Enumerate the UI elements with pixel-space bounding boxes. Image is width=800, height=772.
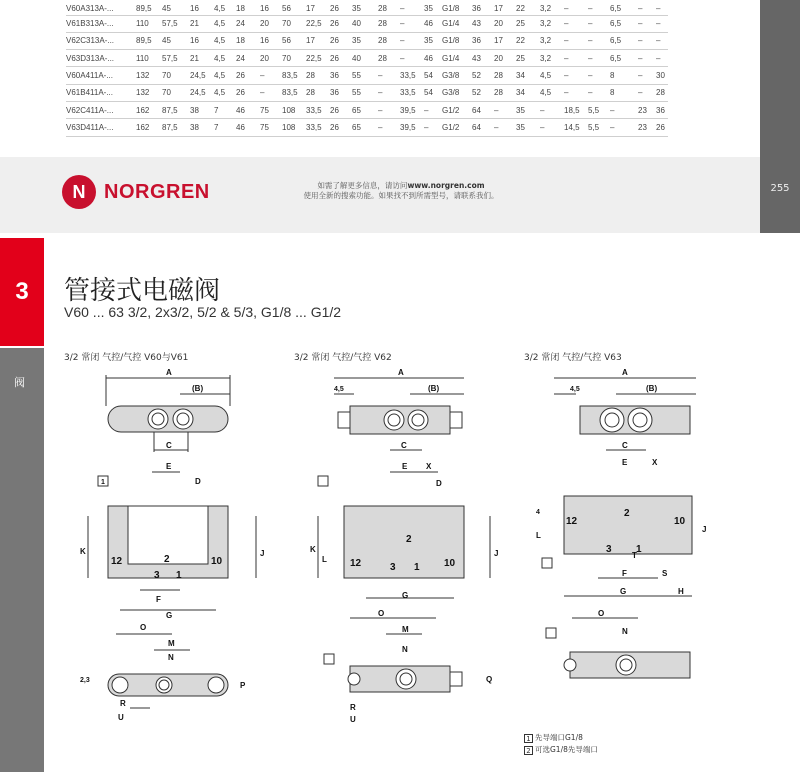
table-cell: – [564,84,588,101]
dim-d: D [195,477,201,486]
legend-item-2 [524,744,598,756]
table-cell: – [638,84,656,101]
table-cell-model: V60A313A-... [66,2,136,15]
table-cell: – [588,67,610,84]
table-cell: 6,5 [610,50,638,67]
table-cell: 36 [472,32,494,49]
drawing-v63 [536,366,708,706]
table-cell: 39,5 [400,119,424,136]
table-cell: G1/4 [442,15,472,32]
dim-o: O [598,609,605,618]
table-cell: 38 [190,119,214,136]
dim-b: (B) [428,384,440,393]
table-cell-model: V62C411A-... [66,101,136,118]
dim-s: S [662,569,668,578]
table-cell: 38 [190,101,214,118]
table-cell: 17 [494,2,516,15]
table-cell: 26 [330,32,352,49]
norgren-logo-icon: N [62,175,96,209]
table-cell: G1/4 [442,50,472,67]
table-cell: – [564,50,588,67]
current-page [0,238,800,772]
dim-45: 4,5 [570,386,580,393]
table-cell: 17 [306,32,330,49]
table-cell-model: V61B313A-... [66,15,136,32]
table-cell: 28 [378,15,400,32]
table-cell: 17 [306,2,330,15]
page-title: 管接式电磁阀 [64,276,221,306]
table-cell: 45 [162,2,190,15]
dim-j: J [494,549,499,558]
table-cell: 36 [330,84,352,101]
table-cell: 33,5 [306,101,330,118]
dim-j: J [260,549,265,558]
table-cell: 20 [494,15,516,32]
table-cell: 46 [236,101,260,118]
port-10: 10 [674,516,686,527]
table-cell: 35 [424,2,442,15]
table-cell: 132 [136,84,162,101]
table-cell: 35 [352,32,378,49]
table-cell: 3,2 [540,50,564,67]
table-cell: 3,2 [540,15,564,32]
table-cell: 26 [236,84,260,101]
dim-l: L [322,555,327,564]
table-cell: – [540,101,564,118]
previous-page [0,0,800,233]
table-cell: 108 [282,119,306,136]
port-2: 2 [624,508,630,519]
dim-45: 4,5 [334,386,344,393]
table-cell: – [400,2,424,15]
table-cell: 7 [214,101,236,118]
table-cell: 43 [472,50,494,67]
table-cell: 64 [472,119,494,136]
table-cell: – [638,67,656,84]
footer-info-line1: 如需了解更多信息，请访问 [317,181,408,190]
table-cell: 46 [236,119,260,136]
table-cell: 26 [656,119,668,136]
table-cell: – [564,2,588,15]
dim-u: U [118,713,124,722]
chapter-tab[interactable]: 3 [0,238,44,346]
table-cell: 24,5 [190,84,214,101]
table-cell: 26 [330,50,352,67]
table-cell: 55 [352,84,378,101]
port-10: 10 [211,556,223,567]
drawing-v62 [310,366,520,726]
table-cell: 108 [282,101,306,118]
footer-info [296,181,506,201]
table-cell: – [540,119,564,136]
table-cell: 28 [494,84,516,101]
table-cell: 18 [236,32,260,49]
table-cell-model: V62C313A-... [66,32,136,49]
table-cell: 20 [494,50,516,67]
page-edge-band [760,0,800,233]
table-cell: 26 [330,15,352,32]
dim-k: K [80,547,86,556]
port-3: 3 [606,544,612,555]
table-cell: 22 [516,32,540,49]
table-cell: 35 [352,2,378,15]
drawing-v60-v61-bottom [80,706,200,726]
table-cell: 28 [494,67,516,84]
table-cell: 6,5 [610,15,638,32]
table-cell: – [400,32,424,49]
table-cell: 20 [260,50,282,67]
dim-u: U [350,715,356,724]
table-cell: 30 [656,67,668,84]
table-cell: 4,5 [214,32,236,49]
table-cell: 54 [424,84,442,101]
table-cell: 83,5 [282,84,306,101]
table-cell: 33,5 [400,67,424,84]
diagram-label-v60-v61: 3/2 常闭 气控/气控 V60与V61 [64,353,189,363]
diagram-label-v63: 3/2 常闭 气控/气控 V63 [524,353,622,363]
table-cell: – [260,84,282,101]
port-1: 1 [176,570,182,581]
table-row [66,84,668,101]
table-row [66,15,668,32]
table-cell: 33,5 [400,84,424,101]
table-cell: 17 [494,32,516,49]
table-cell: 5,5 [588,101,610,118]
table-cell: 28 [378,50,400,67]
table-cell: 22,5 [306,50,330,67]
dim-4: 4 [536,509,540,516]
table-cell: 87,5 [162,101,190,118]
table-cell: – [378,84,400,101]
table-cell: G3/8 [442,67,472,84]
table-cell: 18 [236,2,260,15]
table-cell: G1/2 [442,101,472,118]
table-cell: 64 [472,101,494,118]
table-cell: 45 [162,32,190,49]
dim-k: K [310,545,316,554]
dim-a: A [398,368,404,377]
port-1: 1 [636,544,642,555]
table-cell: 36 [330,67,352,84]
legend-text-1: 先导端口G1/8 [535,733,583,742]
table-cell: 7 [214,119,236,136]
table-cell: 26 [330,101,352,118]
dim-x: X [652,458,658,467]
table-cell: 22 [516,2,540,15]
table-cell: – [656,32,668,49]
table-row [66,2,668,15]
table-cell: 25 [516,50,540,67]
port-12: 12 [350,558,362,569]
table-cell: 70 [162,84,190,101]
table-cell: G3/8 [442,84,472,101]
port-2: 2 [406,534,412,545]
table-cell: – [378,101,400,118]
table-cell-model: V61B411A-... [66,84,136,101]
dim-c: C [401,441,407,450]
dim-m: M [402,625,409,634]
dim-n: N [402,645,408,654]
footer-info-line2: 使用全新的搜索功能。如果找不到所需型号，请联系我们。 [303,191,499,200]
dim-e: E [402,462,408,471]
table-cell: – [494,101,516,118]
table-cell: 25 [516,15,540,32]
table-cell-model: V63D411A-... [66,119,136,136]
table-cell: 75 [260,101,282,118]
port-10: 10 [444,558,456,569]
table-cell: 54 [424,67,442,84]
table-cell: 4,5 [214,67,236,84]
table-cell: 3,2 [540,2,564,15]
table-cell: 21 [190,50,214,67]
dim-f: F [622,569,627,578]
diagram-label-v62: 3/2 常闭 气控/气控 V62 [294,353,392,363]
legend [524,732,598,756]
table-cell: 56 [282,32,306,49]
dim-m: M [168,639,175,648]
dim-g: G [402,591,409,600]
dim-r: R [120,699,126,706]
table-cell: 35 [424,32,442,49]
table-cell: 28 [378,2,400,15]
table-cell: 55 [352,67,378,84]
table-cell: 3,2 [540,32,564,49]
table-cell: 46 [424,50,442,67]
table-cell: 65 [352,101,378,118]
dim-p: P [240,681,246,690]
table-cell: – [588,2,610,15]
table-cell: 23 [638,119,656,136]
port-12: 12 [566,516,578,527]
dim-o: O [378,609,385,618]
table-cell: 70 [282,50,306,67]
table-cell: 24 [236,50,260,67]
table-cell: – [588,32,610,49]
table-cell: 65 [352,119,378,136]
table-cell: 36 [472,2,494,15]
dim-c: C [622,441,628,450]
table-cell: – [588,84,610,101]
table-cell: 28 [378,32,400,49]
dim-x: X [426,462,432,471]
table-cell: – [378,67,400,84]
table-cell: 26 [330,119,352,136]
table-cell: – [610,119,638,136]
dim-g: G [620,587,627,596]
side-label: 阀 [14,376,25,389]
table-cell: 16 [260,32,282,49]
legend-box-1: 1 [524,734,533,743]
table-cell: 87,5 [162,119,190,136]
dim-h: H [678,587,684,596]
table-cell: 110 [136,50,162,67]
table-cell: 89,5 [136,32,162,49]
table-cell: – [424,101,442,118]
table-cell: – [638,2,656,15]
dim-b: (B) [192,384,204,393]
table-cell: – [656,2,668,15]
table-cell: 52 [472,84,494,101]
table-cell: 14,5 [564,119,588,136]
table-cell: 6,5 [610,2,638,15]
table-cell: – [610,101,638,118]
table-cell: – [424,119,442,136]
legend-item-1 [524,732,598,744]
table-cell: 70 [162,67,190,84]
table-cell: 26 [330,2,352,15]
table-cell: 22,5 [306,15,330,32]
table-cell: – [588,50,610,67]
table-cell: 5,5 [588,119,610,136]
dim-f: F [156,595,161,604]
table-cell: – [638,15,656,32]
table-cell: – [638,50,656,67]
port-3: 3 [154,570,160,581]
dimension-table [66,2,668,137]
table-cell: 4,5 [214,15,236,32]
dim-b: (B) [646,384,658,393]
table-cell: 8 [610,84,638,101]
table-cell: – [638,32,656,49]
table-cell: 40 [352,50,378,67]
table-cell: – [656,50,668,67]
norgren-logo [62,175,210,209]
dim-n: N [622,627,628,636]
table-cell: 132 [136,67,162,84]
table-cell: – [400,50,424,67]
table-cell: 56 [282,2,306,15]
table-cell: 52 [472,67,494,84]
table-cell: 23 [638,101,656,118]
table-cell: 4,5 [214,2,236,15]
legend-box-2: 2 [524,746,533,755]
footer-link[interactable]: www.norgren.com [407,181,485,190]
table-cell: 36 [656,101,668,118]
table-cell-model: V63D313A-... [66,50,136,67]
table-cell: 57,5 [162,50,190,67]
table-cell: – [564,15,588,32]
port-12: 12 [111,556,123,567]
table-cell: 33,5 [306,119,330,136]
table-cell: – [494,119,516,136]
drawing-v60-v61 [80,366,280,706]
table-cell: 40 [352,15,378,32]
dim-j: J [702,525,707,534]
table-cell: 162 [136,101,162,118]
table-cell: 57,5 [162,15,190,32]
table-cell: – [564,67,588,84]
table-cell: 46 [424,15,442,32]
table-cell: 43 [472,15,494,32]
table-cell: 28 [306,84,330,101]
callout-1: 1 [101,479,105,486]
port-1: 1 [414,562,420,573]
table-cell: 8 [610,67,638,84]
table-cell: 35 [516,101,540,118]
port-2: 2 [164,554,170,565]
dim-t: T [632,551,637,560]
table-cell: 162 [136,119,162,136]
table-cell: – [656,15,668,32]
table-cell: 4,5 [214,50,236,67]
table-row [66,50,668,67]
table-row [66,67,668,84]
table-cell: G1/8 [442,32,472,49]
table-row [66,101,668,118]
dim-q: Q [486,675,493,684]
dim-o: O [140,623,147,632]
table-cell: 24 [236,15,260,32]
dim-d: D [436,479,442,488]
table-cell: 26 [236,67,260,84]
table-cell: 110 [136,15,162,32]
dim-a: A [622,368,628,377]
table-cell: 28 [306,67,330,84]
table-cell-model: V60A411A-... [66,67,136,84]
table-cell: 89,5 [136,2,162,15]
table-cell: 4,5 [540,67,564,84]
table-cell: 6,5 [610,32,638,49]
table-cell: – [260,67,282,84]
table-cell: – [564,32,588,49]
table-cell: 16 [190,2,214,15]
dim-n: N [168,653,174,662]
dim-e: E [166,462,172,471]
port-3: 3 [390,562,396,573]
page-number: 255 [770,183,790,194]
page-subtitle: V60 ... 63 3/2, 2x3/2, 5/2 & 5/3, G1/8 ... G1/2 [64,304,342,320]
table-cell: G1/2 [442,119,472,136]
table-cell: 24,5 [190,67,214,84]
table-cell: 4,5 [540,84,564,101]
table-cell: – [588,15,610,32]
dim-e: E [622,458,628,467]
table-cell: 20 [260,15,282,32]
page-footer [0,157,760,233]
table-cell: – [378,119,400,136]
table-cell: 75 [260,119,282,136]
table-cell: G1/8 [442,2,472,15]
table-cell: 16 [260,2,282,15]
table-cell: 35 [516,119,540,136]
dim-a: A [166,368,172,377]
dim-l: L [536,531,541,540]
dim-c: C [166,441,172,450]
table-cell: 18,5 [564,101,588,118]
side-band [0,348,44,772]
table-cell: – [400,15,424,32]
table-cell: 39,5 [400,101,424,118]
table-row [66,119,668,136]
table-cell: 28 [656,84,668,101]
legend-text-2: 可选G1/8先导端口 [535,745,598,754]
table-cell: 83,5 [282,67,306,84]
table-cell: 4,5 [214,84,236,101]
table-cell: 70 [282,15,306,32]
table-cell: 34 [516,67,540,84]
table-cell: 16 [190,32,214,49]
dim-g: G [166,611,173,620]
dim-23: 2,3 [80,677,90,684]
table-row [66,32,668,49]
table-cell: 21 [190,15,214,32]
brand-name: NORGREN [104,180,210,203]
table-cell: 34 [516,84,540,101]
dim-r: R [350,703,356,712]
